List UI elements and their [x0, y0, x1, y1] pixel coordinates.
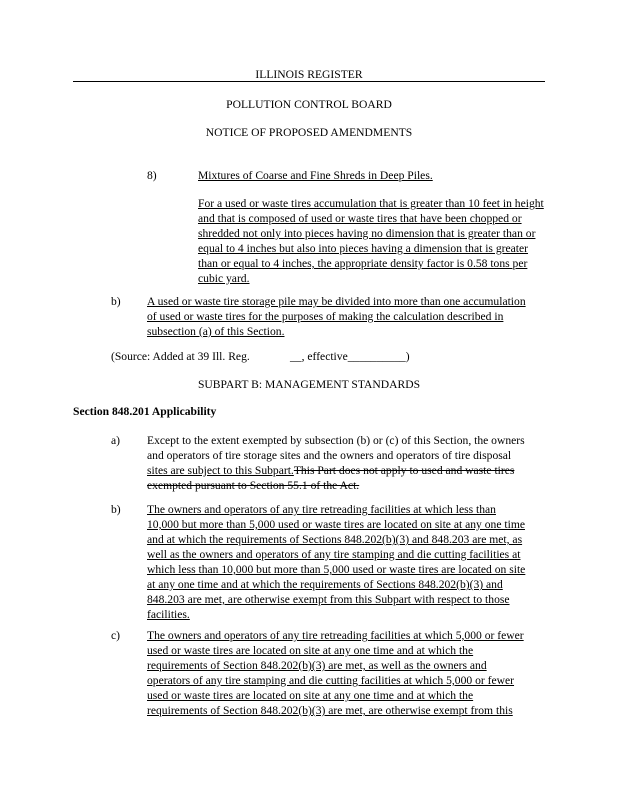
para-b-line: well as the owners and operators of any tire stamping and die cutting facilities at: [147, 548, 521, 561]
para-c-line: The owners and operators of any tire retreading facilities at which 5,000 or fewer: [147, 629, 524, 642]
para-b-line: which less than 10,000 but more than 5,000 used or waste tires are located on site: [147, 563, 526, 576]
item-b-body: [147, 294, 526, 339]
para-a-line: [147, 463, 525, 478]
board-title: POLLUTION CONTROL BOARD: [226, 98, 392, 111]
para-c-line: operators of any tire stamping and die cutting facilities at which 5,000 or fewer: [147, 674, 515, 687]
para-b-body: [147, 502, 525, 622]
para-b-line: 848.203 are met, are otherwise exempt from this Subpart with respect to those: [147, 593, 510, 606]
item-b-line: subsection (a) of this Section.: [147, 325, 285, 338]
para-c-line: requirements of Section 848.202(b)(3) are met, as well as the owners and: [147, 659, 487, 672]
para-b-number: b): [111, 503, 121, 516]
header-rule: [73, 81, 545, 82]
notice-title: NOTICE OF PROPOSED AMENDMENTS: [205, 126, 413, 139]
para-a-body: [147, 433, 525, 493]
para-b-line: 10,000 but more than 5,000 used or waste tires are located on site at any one time: [147, 518, 525, 531]
item-8-line: and that is composed of used or waste tires that have been chopped or: [198, 212, 522, 225]
para-c-number: c): [111, 629, 121, 642]
item-8-number: 8): [147, 169, 157, 182]
para-a-line: and operators of tire storage sites and the owners and operators of tire disposal: [147, 449, 512, 462]
para-c-body: [147, 628, 524, 718]
register-title: ILLINOIS REGISTER: [255, 68, 363, 81]
para-b-line: and at which the requirements of Sections 848.202(b)(3) and 848.203 are met, as: [147, 533, 523, 546]
section-heading: Section 848.201 Applicability: [73, 405, 217, 418]
para-a-inserted-text: sites are subject to this Subpart.: [147, 464, 294, 477]
para-b-line: The owners and operators of any tire retreading facilities at which less than: [147, 503, 496, 516]
item-8-title: Mixtures of Coarse and Fine Shreds in Deep Piles.: [198, 169, 433, 182]
source-prefix: (Source: Added at 39 Ill. Reg.: [111, 350, 250, 363]
para-a-line: Except to the extent exempted by subsection (b) or (c) of this Section, the owners: [147, 434, 525, 447]
item-8-line: shredded not only into pieces having no dimension that is greater than or: [198, 227, 536, 240]
item-b-number: b): [111, 295, 121, 308]
source-effective: __, effective__________): [290, 350, 410, 363]
para-c-line: requirements of Section 848.202(b)(3) are met, are otherwise exempt from this: [147, 704, 513, 717]
para-a-deleted-line: exempted pursuant to Section 55.1 of the Act.: [147, 479, 360, 492]
para-a-deleted-text: This Part does not apply to used and waste tires: [293, 464, 515, 477]
para-a-number: a): [111, 434, 121, 447]
para-c-line: used or waste tires are located on site at any one time and at which the: [147, 689, 474, 702]
item-b-line: A used or waste tire storage pile may be divided into more than one accumulation: [147, 295, 526, 308]
item-8-line: than or equal to 4 inches, the appropriate density factor is 0.58 tons per: [198, 257, 528, 270]
para-c-line: used or waste tires are located on site at any one time and at which the: [147, 644, 474, 657]
item-8-body: [198, 196, 544, 286]
item-8-line: cubic yard.: [198, 272, 250, 285]
subpart-heading: SUBPART B: MANAGEMENT STANDARDS: [197, 378, 421, 391]
para-b-line: at any one time and at which the requirements of Sections 848.202(b)(3) and: [147, 578, 503, 591]
item-8-line: equal to 4 inches but also into pieces having a dimension that is greater: [198, 242, 529, 255]
item-8-line: For a used or waste tires accumulation that is greater than 10 feet in height: [198, 197, 544, 210]
item-b-line: of used or waste tires for the purposes of making the calculation described in: [147, 310, 504, 323]
para-b-line: facilities.: [147, 608, 190, 621]
